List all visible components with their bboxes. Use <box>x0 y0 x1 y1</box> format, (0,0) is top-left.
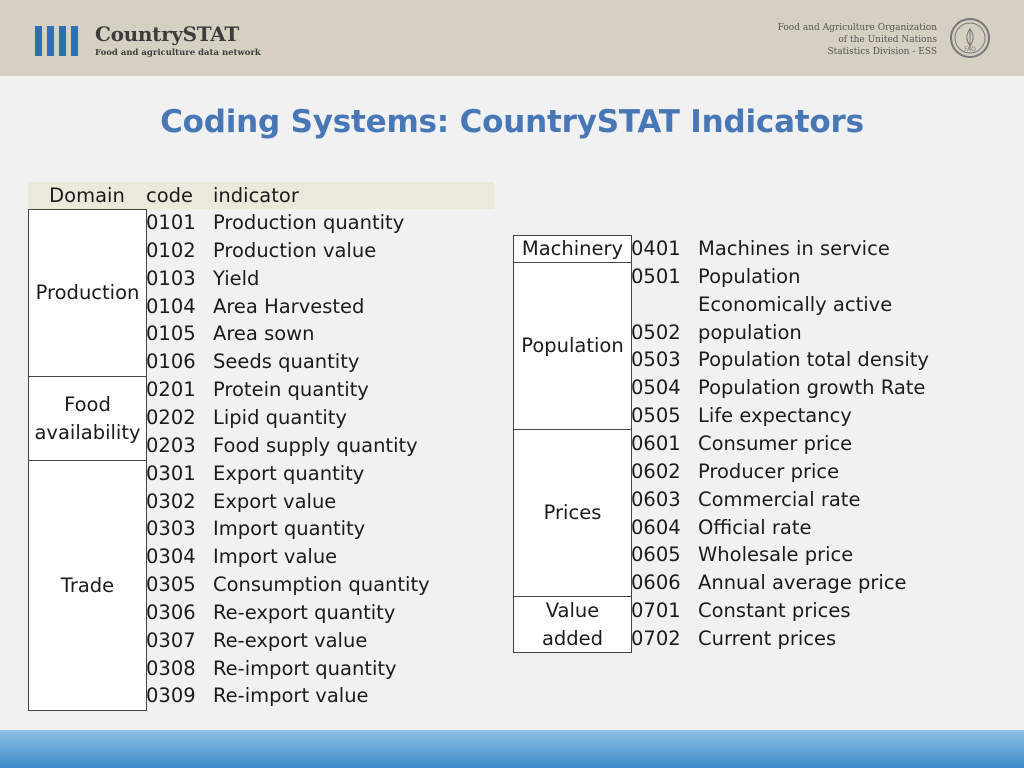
domain-cell-production <box>28 209 147 377</box>
top-banner <box>0 0 1024 76</box>
left-table <box>28 182 494 712</box>
indicator-name: Import quantity <box>213 517 366 541</box>
indicator-code: 0307 <box>146 628 196 652</box>
domain-label: Value added <box>541 598 604 650</box>
indicator-name: Life expectancy <box>698 404 852 428</box>
indicator-code: 0504 <box>631 376 681 400</box>
indicator-name: Official rate <box>698 515 812 539</box>
indicator-code: 0602 <box>631 459 681 483</box>
indicator-code: 0605 <box>631 543 681 567</box>
indicator-code: 0202 <box>146 405 196 429</box>
domain-label: Production <box>35 281 140 304</box>
indicator-name: Re-export value <box>213 628 368 652</box>
indicator-name: Current prices <box>698 626 837 650</box>
logo-name: CountrySTAT <box>95 22 239 46</box>
indicator-code: 0604 <box>631 515 681 539</box>
indicator-code: 0106 <box>146 350 196 374</box>
indicator-name: Lipid quantity <box>213 405 347 429</box>
indicator-code: 0603 <box>631 487 681 511</box>
indicator-name: Re-import value <box>213 684 369 708</box>
indicator-name: Yield <box>213 266 260 290</box>
indicator-name: Population growth Rate <box>698 376 926 400</box>
indicator-code: 0505 <box>631 404 681 428</box>
indicator-name: Population total density <box>698 348 929 372</box>
indicator-code: 0302 <box>146 489 196 513</box>
indicator-name: Production value <box>213 238 377 262</box>
indicator-code: 0308 <box>146 656 196 680</box>
domain-label: Prices <box>543 501 602 524</box>
table-header-row <box>28 182 494 210</box>
countrystat-logo-icon <box>35 26 78 56</box>
indicator-code: 0304 <box>146 545 196 569</box>
indicator-code: 0105 <box>146 322 196 346</box>
indicator-code: 0309 <box>146 684 196 708</box>
column-header-indicator: indicator <box>213 184 299 207</box>
indicator-code: 0606 <box>631 571 681 595</box>
indicator-code: 0301 <box>146 461 196 485</box>
domain-label: Food availability <box>34 392 141 444</box>
indicator-name: Import value <box>213 545 338 569</box>
indicator-code: 0503 <box>631 348 681 372</box>
indicator-code: 0102 <box>146 238 196 262</box>
indicator-name: Machines in service <box>698 237 890 260</box>
org-line: Food and Agriculture Organization <box>777 23 937 33</box>
domain-cell-food-availability <box>28 376 147 461</box>
organization-name <box>778 22 937 58</box>
indicator-name: Food supply quantity <box>213 433 418 457</box>
indicator-name: Economically active <box>698 292 893 316</box>
indicator-name: Commercial rate <box>698 487 861 511</box>
indicator-code: 0203 <box>146 433 196 457</box>
indicator-code: 0201 <box>146 378 196 402</box>
indicator-code: 0701 <box>631 599 681 623</box>
domain-cell-prices <box>513 429 632 597</box>
indicator-name: Wholesale price <box>698 543 854 567</box>
indicator-name: Producer price <box>698 459 840 483</box>
domain-cell-value-added <box>513 596 632 653</box>
domain-cell-trade <box>28 460 147 711</box>
indicator-name: Protein quantity <box>213 378 369 402</box>
indicator-name: Export quantity <box>213 461 365 485</box>
indicator-name: population <box>698 320 802 344</box>
domain-label: Trade <box>60 573 115 597</box>
indicator-code: 0702 <box>631 626 681 650</box>
indicator-name: Constant prices <box>698 599 851 623</box>
footer-band <box>0 730 1024 768</box>
logo-tagline: Food and agriculture data network <box>95 48 261 58</box>
indicator-code: 0103 <box>146 266 196 290</box>
indicator-name: Re-export quantity <box>213 600 396 624</box>
indicator-name: Re-import quantity <box>213 656 397 680</box>
indicator-name: Consumption quantity <box>213 573 430 597</box>
indicator-code: 0501 <box>631 264 681 288</box>
fao-emblem-icon <box>950 18 990 58</box>
domain-label: Population <box>521 334 624 357</box>
indicator-code: 0101 <box>146 211 196 234</box>
indicator-name: Seeds quantity <box>213 350 360 374</box>
indicator-name: Population <box>698 264 801 288</box>
indicator-name: Annual average price <box>698 571 907 595</box>
indicator-code: 0401 <box>631 237 681 260</box>
indicator-name: Export value <box>213 489 337 513</box>
indicator-code: 0601 <box>631 431 681 455</box>
indicator-name: Area Harvested <box>213 294 365 318</box>
svg-text:FAO: FAO <box>964 46 976 53</box>
column-header-domain: Domain <box>49 184 125 207</box>
org-line: of the United Nations <box>838 35 937 45</box>
indicator-code: 0306 <box>146 600 196 624</box>
right-table <box>513 235 933 655</box>
page-title: Coding Systems: CountrySTAT Indicators <box>160 104 864 140</box>
indicator-name: Production quantity <box>213 211 405 234</box>
indicator-name: Area sown <box>213 322 315 346</box>
domain-label: Machinery <box>521 237 624 260</box>
domain-cell-machinery <box>513 235 632 263</box>
domain-cell-population <box>513 262 632 430</box>
indicator-code: 0104 <box>146 294 196 318</box>
indicator-name: Consumer price <box>698 431 853 455</box>
org-line: Statistics Division - ESS <box>827 47 937 57</box>
column-header-code: code <box>146 184 194 207</box>
indicator-code: 0502 <box>631 320 681 344</box>
indicator-code: 0305 <box>146 573 196 597</box>
indicator-code: 0303 <box>146 517 196 541</box>
